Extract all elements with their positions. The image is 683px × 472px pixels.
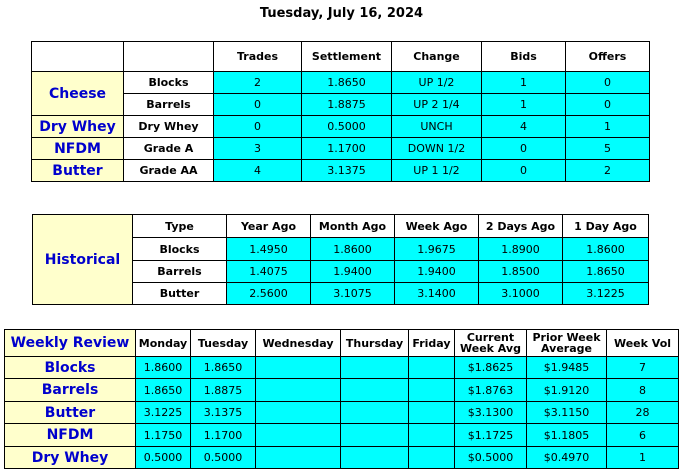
- header-prior-week-average: Prior Week Average: [527, 330, 607, 357]
- header-monday: Monday: [136, 330, 191, 357]
- change-cell: UNCH: [392, 116, 482, 138]
- value-cell: 1.8500: [479, 261, 563, 283]
- value-cell: [341, 447, 409, 469]
- value-cell: 3.1375: [191, 402, 256, 424]
- value-cell: [409, 357, 455, 379]
- value-cell: [341, 357, 409, 379]
- value-cell: $1.9120: [527, 379, 607, 402]
- value-cell: [409, 402, 455, 424]
- trades-cell: 0: [214, 116, 302, 138]
- value-cell: $1.1805: [527, 424, 607, 447]
- value-cell: 1.1750: [136, 424, 191, 447]
- value-cell: 0.5000: [191, 447, 256, 469]
- trades-cell: 2: [214, 72, 302, 94]
- trades-cell: 0: [214, 94, 302, 116]
- value-cell: 1: [607, 447, 679, 469]
- value-cell: 0.5000: [136, 447, 191, 469]
- weekly-review-label: Weekly Review: [5, 330, 136, 357]
- value-cell: $3.1300: [455, 402, 527, 424]
- settlement-cell: 3.1375: [302, 160, 392, 182]
- group-label-butter: Butter: [32, 160, 124, 182]
- settlement-cell: 1.8650: [302, 72, 392, 94]
- group-label-dry-whey: Dry Whey: [32, 116, 124, 138]
- value-cell: 1.8650: [191, 357, 256, 379]
- value-cell: $3.1150: [527, 402, 607, 424]
- value-cell: 28: [607, 402, 679, 424]
- row-type: Barrels: [133, 261, 227, 283]
- row-type: Barrels: [124, 94, 214, 116]
- header-current-week-avg: Current Week Avg: [455, 330, 527, 357]
- page-date: Tuesday, July 16, 2024: [259, 6, 424, 21]
- header-friday: Friday: [409, 330, 455, 357]
- offers-cell: 1: [566, 116, 650, 138]
- trades-cell: 4: [214, 160, 302, 182]
- header-offers: Offers: [566, 42, 650, 72]
- value-cell: 8: [607, 379, 679, 402]
- value-cell: 1.9400: [395, 261, 479, 283]
- weekly-row-label: NFDM: [5, 424, 136, 447]
- offers-cell: 0: [566, 72, 650, 94]
- change-cell: UP 1/2: [392, 72, 482, 94]
- header-thursday: Thursday: [341, 330, 409, 357]
- value-cell: 3.1075: [311, 283, 395, 305]
- value-cell: 3.1400: [395, 283, 479, 305]
- bids-cell: 0: [482, 138, 566, 160]
- value-cell: $1.8625: [455, 357, 527, 379]
- value-cell: 1.4950: [227, 238, 311, 261]
- row-type: Grade AA: [124, 160, 214, 182]
- header-year-ago: Year Ago: [227, 215, 311, 238]
- row-type: Grade A: [124, 138, 214, 160]
- value-cell: [256, 357, 341, 379]
- value-cell: 1.4075: [227, 261, 311, 283]
- value-cell: 3.1000: [479, 283, 563, 305]
- weekly-row-label: Butter: [5, 402, 136, 424]
- weekly-review-table: [4, 329, 679, 469]
- value-cell: 7: [607, 357, 679, 379]
- header-type: Type: [133, 215, 227, 238]
- bids-cell: 1: [482, 72, 566, 94]
- corner-cell: [32, 42, 124, 72]
- settlement-cell: 1.1700: [302, 138, 392, 160]
- value-cell: $1.9485: [527, 357, 607, 379]
- value-cell: 3.1225: [563, 283, 649, 305]
- header-wednesday: Wednesday: [256, 330, 341, 357]
- value-cell: [341, 379, 409, 402]
- weekly-row-label: Barrels: [5, 379, 136, 402]
- settlement-cell: 0.5000: [302, 116, 392, 138]
- settlement-cell: 1.8875: [302, 94, 392, 116]
- header-week-ago: Week Ago: [395, 215, 479, 238]
- value-cell: $0.5000: [455, 447, 527, 469]
- value-cell: $1.8763: [455, 379, 527, 402]
- bids-cell: 4: [482, 116, 566, 138]
- row-type: Blocks: [133, 238, 227, 261]
- trades-cell: 3: [214, 138, 302, 160]
- value-cell: $1.1725: [455, 424, 527, 447]
- value-cell: 1.8650: [136, 379, 191, 402]
- daily-trading-table: [31, 41, 650, 182]
- value-cell: 1.9675: [395, 238, 479, 261]
- header-trades: Trades: [214, 42, 302, 72]
- value-cell: 1.8650: [563, 261, 649, 283]
- weekly-row-label: Dry Whey: [5, 447, 136, 469]
- value-cell: [256, 447, 341, 469]
- offers-cell: 0: [566, 94, 650, 116]
- bids-cell: 0: [482, 160, 566, 182]
- value-cell: 1.8600: [563, 238, 649, 261]
- value-cell: 1.8900: [479, 238, 563, 261]
- weekly-row-label: Blocks: [5, 357, 136, 379]
- value-cell: [341, 402, 409, 424]
- value-cell: [341, 424, 409, 447]
- row-type: Dry Whey: [124, 116, 214, 138]
- row-type: Blocks: [124, 72, 214, 94]
- header-2-days-ago: 2 Days Ago: [479, 215, 563, 238]
- value-cell: 1.8875: [191, 379, 256, 402]
- historical-table: [32, 214, 649, 305]
- group-label-cheese: Cheese: [32, 72, 124, 116]
- value-cell: [256, 379, 341, 402]
- header-bids: Bids: [482, 42, 566, 72]
- header-tuesday: Tuesday: [191, 330, 256, 357]
- value-cell: 2.5600: [227, 283, 311, 305]
- change-cell: UP 2 1/4: [392, 94, 482, 116]
- row-type: Butter: [133, 283, 227, 305]
- offers-cell: 2: [566, 160, 650, 182]
- value-cell: [256, 424, 341, 447]
- value-cell: 1.1700: [191, 424, 256, 447]
- header-settlement: Settlement: [302, 42, 392, 72]
- change-cell: UP 1 1/2: [392, 160, 482, 182]
- change-cell: DOWN 1/2: [392, 138, 482, 160]
- value-cell: $0.4970: [527, 447, 607, 469]
- header-1-day-ago: 1 Day Ago: [563, 215, 649, 238]
- group-label-nfdm: NFDM: [32, 138, 124, 160]
- value-cell: 1.8600: [136, 357, 191, 379]
- value-cell: [256, 402, 341, 424]
- value-cell: [409, 424, 455, 447]
- value-cell: 3.1225: [136, 402, 191, 424]
- bids-cell: 1: [482, 94, 566, 116]
- value-cell: [409, 447, 455, 469]
- header-week-vol: Week Vol: [607, 330, 679, 357]
- value-cell: 6: [607, 424, 679, 447]
- corner-cell: [124, 42, 214, 72]
- value-cell: 1.9400: [311, 261, 395, 283]
- header-change: Change: [392, 42, 482, 72]
- historical-label: Historical: [33, 215, 133, 305]
- offers-cell: 5: [566, 138, 650, 160]
- value-cell: [409, 379, 455, 402]
- value-cell: 1.8600: [311, 238, 395, 261]
- header-month-ago: Month Ago: [311, 215, 395, 238]
